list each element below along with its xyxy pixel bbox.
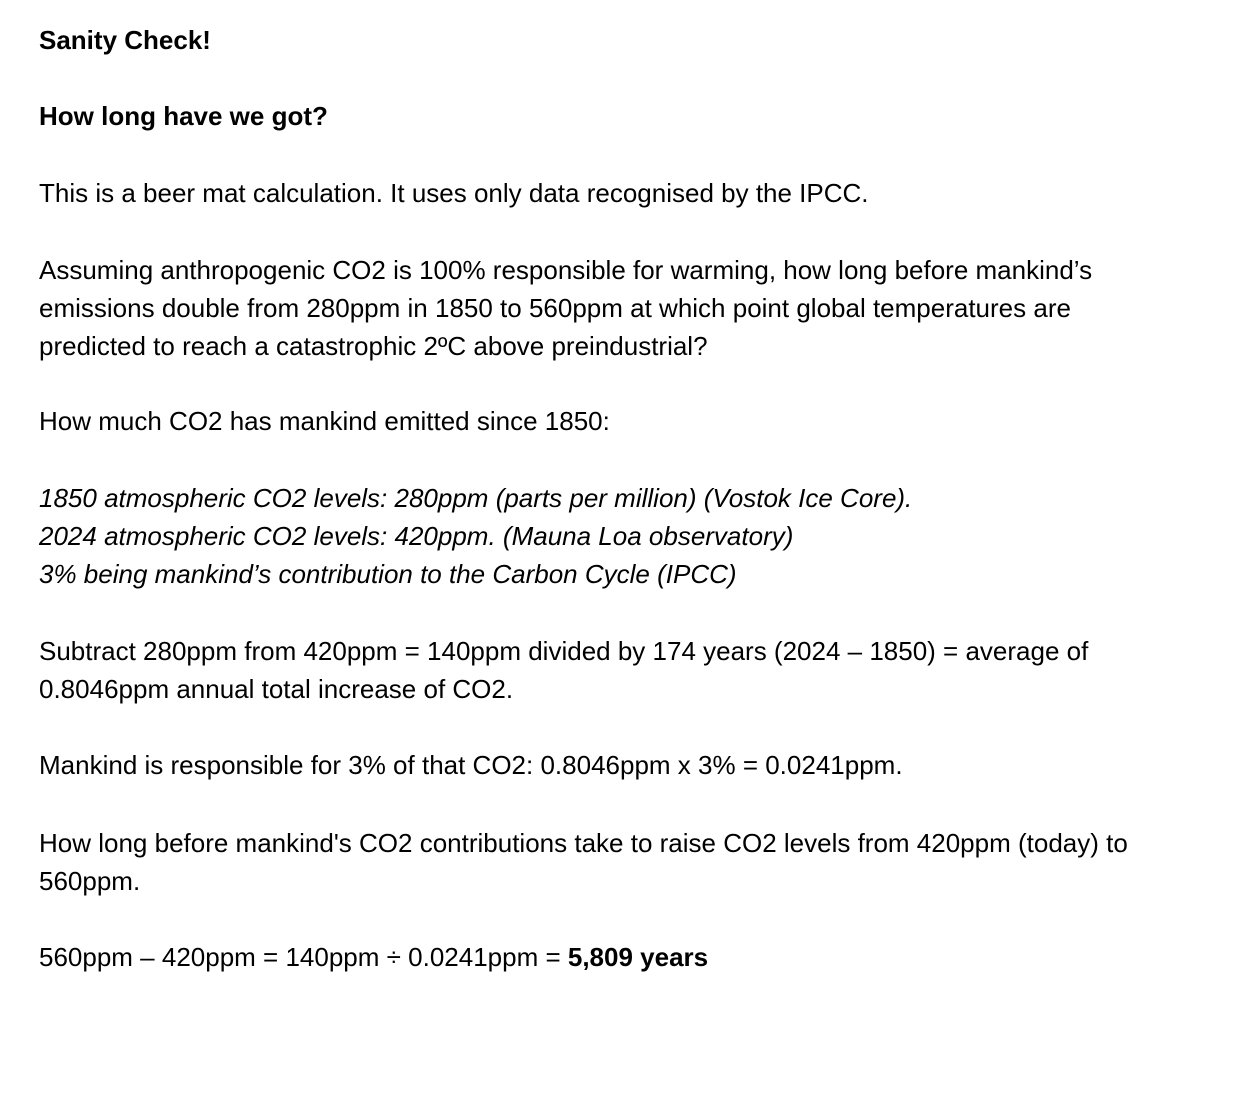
step-1-paragraph: Subtract 280ppm from 420ppm = 140ppm divided by 174 years (2024 – 1850) = average of 0.8046ppm annual total increase of CO2.: [39, 636, 1089, 704]
result-value: 5,809 years: [567, 942, 709, 972]
fact-item: 3% being mankind’s contribution to the Carbon Cycle (IPCC): [39, 559, 737, 589]
fact-item: 2024 atmospheric CO2 levels: 420ppm. (Mauna Loa observatory): [39, 521, 794, 551]
fact-item: 1850 atmospheric CO2 levels: 280ppm (parts per million) (Vostok Ice Core).: [39, 483, 913, 513]
intro-paragraph: This is a beer mat calculation. It uses only data recognised by the IPCC.: [39, 178, 869, 208]
document-title: Sanity Check!: [39, 25, 211, 55]
document-subtitle: How long have we got?: [39, 101, 328, 131]
result-paragraph: [39, 938, 1229, 976]
step-3-paragraph: How long before mankind's CO2 contributions take to raise CO2 levels from 420ppm (today) to 560ppm.: [39, 828, 1128, 896]
result-equation: 560ppm – 420ppm = 140ppm ÷ 0.0241ppm =: [39, 942, 568, 972]
emitted-heading: How much CO2 has mankind emitted since 1850:: [39, 406, 610, 436]
step-2-paragraph: Mankind is responsible for 3% of that CO2: 0.8046ppm x 3% = 0.0241ppm.: [39, 750, 903, 780]
question-paragraph: Assuming anthropogenic CO2 is 100% responsible for warming, how long before mankind’s emissions double from 280ppm in 1850 to 560ppm at which point global temperatures are predicted to reach a catastrophic 2ºC above preindustrial?: [39, 255, 1093, 361]
facts-list: [39, 479, 1229, 593]
